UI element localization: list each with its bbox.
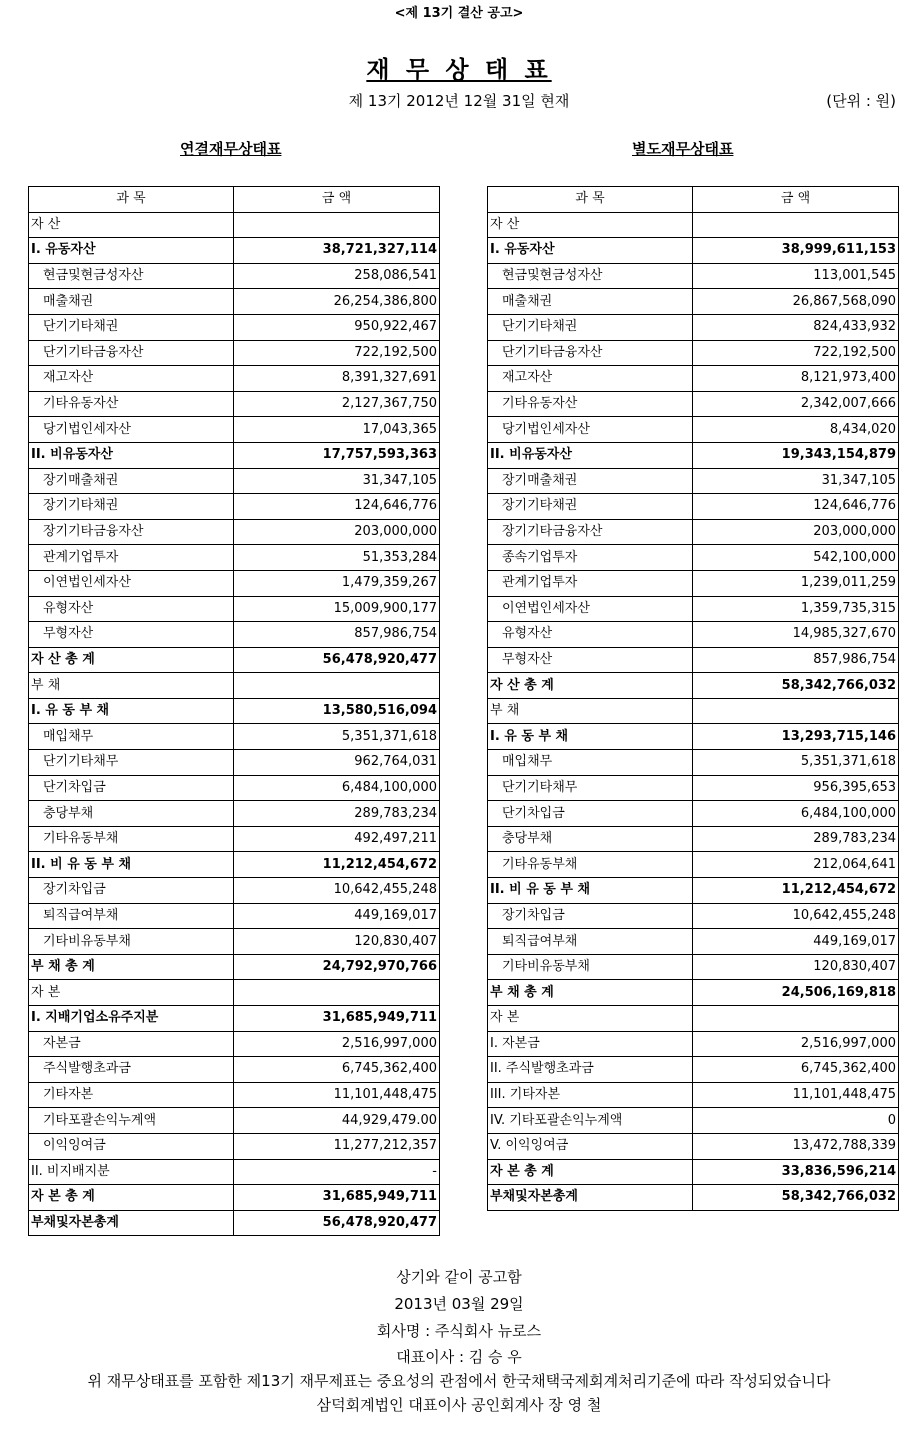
footer-announcement: 상기와 같이 공고함 — [396, 1268, 522, 1286]
account-label: 유형자산 — [29, 596, 234, 622]
separate-balance-table — [487, 186, 899, 1211]
amount-value: 13,580,516,094 — [234, 698, 440, 724]
table-row — [29, 1185, 440, 1211]
account-label: 무형자산 — [29, 622, 234, 648]
account-label: I. 유동자산 — [488, 238, 693, 264]
table-row — [488, 494, 899, 520]
consolidated-title: 연결재무상태표 — [180, 140, 282, 158]
table-row — [488, 750, 899, 776]
account-label: 관계기업투자 — [488, 570, 693, 596]
account-label: 장기매출채권 — [488, 468, 693, 494]
account-label: II. 비 유 동 부 채 — [488, 878, 693, 904]
account-label: 장기차입금 — [29, 878, 234, 904]
table-row — [29, 1210, 440, 1236]
account-label: 단기기타채무 — [29, 750, 234, 776]
table-row — [488, 878, 899, 904]
table-row — [488, 852, 899, 878]
table-row — [488, 519, 899, 545]
column-header-account: 과 목 — [488, 187, 693, 213]
amount-value: 124,646,776 — [693, 494, 899, 520]
amount-value: 0 — [693, 1108, 899, 1134]
account-label: 관계기업투자 — [29, 545, 234, 571]
account-label: 이연법인세자산 — [488, 596, 693, 622]
amount-value: 857,986,754 — [693, 647, 899, 673]
footer-date: 2013년 03월 29일 — [394, 1295, 524, 1313]
amount-value: 14,985,327,670 — [693, 622, 899, 648]
account-label: 기타자본 — [29, 1082, 234, 1108]
table-row — [29, 750, 440, 776]
account-label: 기타포괄손익누계액 — [29, 1108, 234, 1134]
table-row — [488, 1159, 899, 1185]
account-label: 자 산 총 계 — [29, 647, 234, 673]
account-label: 종속기업투자 — [488, 545, 693, 571]
amount-value — [693, 212, 899, 238]
table-row — [488, 801, 899, 827]
table-row — [488, 698, 899, 724]
table-header — [488, 187, 899, 213]
report-date: 제 13기 2012년 12월 31일 현재 — [348, 92, 570, 110]
document-title: 재 무 상 태 표 — [366, 56, 552, 84]
amount-value: 26,867,568,090 — [693, 289, 899, 315]
account-label: 매출채권 — [29, 289, 234, 315]
account-label: 장기기타금융자산 — [29, 519, 234, 545]
amount-value: 542,100,000 — [693, 545, 899, 571]
amount-value: 289,783,234 — [693, 826, 899, 852]
account-label: II. 비유동자산 — [488, 442, 693, 468]
account-label: 퇴직급여부채 — [488, 929, 693, 955]
amount-value: 120,830,407 — [234, 929, 440, 955]
account-label: 무형자산 — [488, 647, 693, 673]
amount-value: 15,009,900,177 — [234, 596, 440, 622]
table-row — [29, 1057, 440, 1083]
amount-value: 10,642,455,248 — [234, 878, 440, 904]
table-row — [29, 289, 440, 315]
table-row — [29, 622, 440, 648]
account-label: 자 본 총 계 — [29, 1185, 234, 1211]
footer-statement: 위 재무상태표를 포함한 제13기 재무제표는 중요성의 관점에서 한국채택국제회계처리기준에 따라 작성되었습니다 — [87, 1372, 831, 1390]
column-header-account: 과 목 — [29, 187, 234, 213]
table-row — [29, 545, 440, 571]
table-row — [29, 801, 440, 827]
amount-value: 203,000,000 — [693, 519, 899, 545]
amount-value: 722,192,500 — [693, 340, 899, 366]
amount-value: 5,351,371,618 — [693, 750, 899, 776]
amount-value: 56,478,920,477 — [234, 647, 440, 673]
account-label: 퇴직급여부채 — [29, 903, 234, 929]
amount-value: 10,642,455,248 — [693, 903, 899, 929]
table-row — [29, 468, 440, 494]
table-row — [29, 878, 440, 904]
account-label: 매입채무 — [29, 724, 234, 750]
amount-value: 11,212,454,672 — [234, 852, 440, 878]
amount-value: 8,434,020 — [693, 417, 899, 443]
table-row — [488, 1082, 899, 1108]
account-label: 단기기타채권 — [488, 314, 693, 340]
table-row — [488, 903, 899, 929]
account-label: III. 기타자본 — [488, 1082, 693, 1108]
amount-value: 13,472,788,339 — [693, 1133, 899, 1159]
account-label: 매출채권 — [488, 289, 693, 315]
table-row — [488, 826, 899, 852]
amount-value: 24,792,970,766 — [234, 954, 440, 980]
account-label: 기타유동부채 — [488, 852, 693, 878]
account-label: 자 산 총 계 — [488, 673, 693, 699]
account-label: 자 본 — [29, 980, 234, 1006]
table-row — [488, 1006, 899, 1032]
table-row — [488, 1185, 899, 1211]
table-row — [488, 647, 899, 673]
account-label: 단기차입금 — [488, 801, 693, 827]
account-label: 현금및현금성자산 — [29, 263, 234, 289]
amount-value — [234, 673, 440, 699]
account-label: 기타유동자산 — [29, 391, 234, 417]
account-label: II. 주식발행초과금 — [488, 1057, 693, 1083]
table-row — [488, 314, 899, 340]
table-row — [488, 954, 899, 980]
table-row — [29, 238, 440, 264]
table-row — [488, 673, 899, 699]
table-row — [488, 980, 899, 1006]
amount-value: 11,101,448,475 — [693, 1082, 899, 1108]
amount-value: 2,127,367,750 — [234, 391, 440, 417]
account-label: 주식발행초과금 — [29, 1057, 234, 1083]
table-row — [488, 1057, 899, 1083]
footer-ceo: 대표이사 : 김 승 우 — [396, 1348, 522, 1366]
amount-value: 950,922,467 — [234, 314, 440, 340]
amount-value — [693, 698, 899, 724]
account-label: 자 본 총 계 — [488, 1159, 693, 1185]
unit-label: (단위 : 원) — [826, 92, 896, 110]
amount-value: 17,757,593,363 — [234, 442, 440, 468]
account-label: 매입채무 — [488, 750, 693, 776]
amount-value — [693, 1006, 899, 1032]
amount-value: 2,342,007,666 — [693, 391, 899, 417]
account-label: 자본금 — [29, 1031, 234, 1057]
table-row — [488, 545, 899, 571]
amount-value: 8,121,973,400 — [693, 366, 899, 392]
table-row — [29, 519, 440, 545]
account-label: 당기법인세자산 — [488, 417, 693, 443]
amount-value: 11,101,448,475 — [234, 1082, 440, 1108]
account-label: 장기매출채권 — [29, 468, 234, 494]
account-label: I. 유동자산 — [29, 238, 234, 264]
table-row — [488, 1031, 899, 1057]
account-label: 부 채 총 계 — [488, 980, 693, 1006]
account-label: 기타비유동부채 — [29, 929, 234, 955]
account-label: 부 채 — [29, 673, 234, 699]
account-label: I. 유 동 부 채 — [488, 724, 693, 750]
account-label: 단기기타금융자산 — [488, 340, 693, 366]
table-row — [488, 289, 899, 315]
table-row — [488, 929, 899, 955]
amount-value: 19,343,154,879 — [693, 442, 899, 468]
account-label: 자 산 — [29, 212, 234, 238]
table-row — [29, 826, 440, 852]
amount-value: 722,192,500 — [234, 340, 440, 366]
table-row — [488, 212, 899, 238]
amount-value: 5,351,371,618 — [234, 724, 440, 750]
table-row — [29, 980, 440, 1006]
table-row — [29, 1082, 440, 1108]
amount-value: 31,347,105 — [234, 468, 440, 494]
table-row — [29, 929, 440, 955]
amount-value: 1,479,359,267 — [234, 570, 440, 596]
amount-value: 44,929,479.00 — [234, 1108, 440, 1134]
amount-value: 857,986,754 — [234, 622, 440, 648]
table-row — [29, 494, 440, 520]
amount-value: 31,347,105 — [693, 468, 899, 494]
account-label: II. 비유동자산 — [29, 442, 234, 468]
table-row — [29, 391, 440, 417]
column-header-amount: 금 액 — [234, 187, 440, 213]
table-row — [488, 340, 899, 366]
amount-value: 8,391,327,691 — [234, 366, 440, 392]
amount-value: 956,395,653 — [693, 775, 899, 801]
account-label: 기타유동자산 — [488, 391, 693, 417]
amount-value — [234, 212, 440, 238]
amount-value: 58,342,766,032 — [693, 673, 899, 699]
table-row — [29, 724, 440, 750]
amount-value: 6,745,362,400 — [234, 1057, 440, 1083]
account-label: 부 채 총 계 — [29, 954, 234, 980]
amount-value: 31,685,949,711 — [234, 1185, 440, 1211]
amount-value: 962,764,031 — [234, 750, 440, 776]
amount-value: 113,001,545 — [693, 263, 899, 289]
amount-value: 38,999,611,153 — [693, 238, 899, 264]
table-row — [488, 468, 899, 494]
account-label: 충당부채 — [488, 826, 693, 852]
amount-value: 58,342,766,032 — [693, 1185, 899, 1211]
table-row — [488, 391, 899, 417]
amount-value: 31,685,949,711 — [234, 1006, 440, 1032]
amount-value: 6,484,100,000 — [234, 775, 440, 801]
amount-value: 289,783,234 — [234, 801, 440, 827]
account-label: 장기기타채권 — [29, 494, 234, 520]
table-row — [29, 1108, 440, 1134]
table-row — [29, 596, 440, 622]
amount-value: 24,506,169,818 — [693, 980, 899, 1006]
account-label: 장기차입금 — [488, 903, 693, 929]
table-row — [488, 442, 899, 468]
account-label: I. 자본금 — [488, 1031, 693, 1057]
separate-title: 별도재무상태표 — [632, 140, 734, 158]
footer-auditor: 삼덕회계법인 대표이사 공인회계사 장 영 철 — [316, 1396, 602, 1414]
amount-value: 124,646,776 — [234, 494, 440, 520]
amount-value: 51,353,284 — [234, 545, 440, 571]
account-label: 유형자산 — [488, 622, 693, 648]
amount-value: 11,212,454,672 — [693, 878, 899, 904]
table-row — [29, 903, 440, 929]
amount-value: 56,478,920,477 — [234, 1210, 440, 1236]
amount-value: 492,497,211 — [234, 826, 440, 852]
amount-value: 17,043,365 — [234, 417, 440, 443]
account-label: 장기기타금융자산 — [488, 519, 693, 545]
table-row — [488, 724, 899, 750]
amount-value: 33,836,596,214 — [693, 1159, 899, 1185]
amount-value: 11,277,212,357 — [234, 1133, 440, 1159]
table-row — [29, 1031, 440, 1057]
account-label: 이연법인세자산 — [29, 570, 234, 596]
table-row — [488, 622, 899, 648]
account-label: V. 이익잉여금 — [488, 1133, 693, 1159]
account-label: 재고자산 — [29, 366, 234, 392]
table-row — [488, 366, 899, 392]
table-row — [29, 954, 440, 980]
table-row — [29, 417, 440, 443]
notice-header: <제 13기 결산 공고> — [394, 6, 524, 21]
table-row — [29, 775, 440, 801]
amount-value: 13,293,715,146 — [693, 724, 899, 750]
table-row — [488, 263, 899, 289]
account-label: 재고자산 — [488, 366, 693, 392]
amount-value: 26,254,386,800 — [234, 289, 440, 315]
account-label: II. 비 유 동 부 채 — [29, 852, 234, 878]
table-row — [488, 775, 899, 801]
amount-value — [234, 980, 440, 1006]
table-row — [29, 647, 440, 673]
account-label: 부채및자본총계 — [29, 1210, 234, 1236]
table-row — [29, 314, 440, 340]
table-row — [488, 596, 899, 622]
amount-value: 449,169,017 — [234, 903, 440, 929]
table-row — [29, 1159, 440, 1185]
amount-value: 1,359,735,315 — [693, 596, 899, 622]
amount-value: 2,516,997,000 — [693, 1031, 899, 1057]
account-label: 당기법인세자산 — [29, 417, 234, 443]
amount-value: 120,830,407 — [693, 954, 899, 980]
table-row — [488, 1133, 899, 1159]
account-label: 충당부채 — [29, 801, 234, 827]
account-label: 자 본 — [488, 1006, 693, 1032]
amount-value: 1,239,011,259 — [693, 570, 899, 596]
table-row — [29, 570, 440, 596]
account-label: 이익잉여금 — [29, 1133, 234, 1159]
table-row — [488, 417, 899, 443]
account-label: I. 유 동 부 채 — [29, 698, 234, 724]
amount-value: 824,433,932 — [693, 314, 899, 340]
table-row — [29, 442, 440, 468]
table-row — [29, 852, 440, 878]
amount-value: 2,516,997,000 — [234, 1031, 440, 1057]
account-label: 부채및자본총계 — [488, 1185, 693, 1211]
column-header-amount: 금 액 — [693, 187, 899, 213]
table-row — [488, 570, 899, 596]
amount-value: 203,000,000 — [234, 519, 440, 545]
consolidated-balance-table — [28, 186, 440, 1236]
account-label: 단기기타채무 — [488, 775, 693, 801]
account-label: 기타유동부채 — [29, 826, 234, 852]
amount-value: 258,086,541 — [234, 263, 440, 289]
account-label: 현금및현금성자산 — [488, 263, 693, 289]
account-label: I. 지배기업소유주지분 — [29, 1006, 234, 1032]
account-label: 장기기타채권 — [488, 494, 693, 520]
table-row — [29, 698, 440, 724]
table-row — [488, 1108, 899, 1134]
table-row — [29, 673, 440, 699]
amount-value: 38,721,327,114 — [234, 238, 440, 264]
table-row — [488, 238, 899, 264]
account-label: 자 산 — [488, 212, 693, 238]
table-row — [29, 1006, 440, 1032]
footer-company: 회사명 : 주식회사 뉴로스 — [376, 1322, 542, 1340]
account-label: II. 비지배지분 — [29, 1159, 234, 1185]
table-row — [29, 340, 440, 366]
amount-value: 449,169,017 — [693, 929, 899, 955]
amount-value: 6,484,100,000 — [693, 801, 899, 827]
amount-value: 212,064,641 — [693, 852, 899, 878]
amount-value: - — [234, 1159, 440, 1185]
account-label: 단기기타금융자산 — [29, 340, 234, 366]
account-label: 단기차입금 — [29, 775, 234, 801]
amount-value: 6,745,362,400 — [693, 1057, 899, 1083]
table-header — [29, 187, 440, 213]
account-label: IV. 기타포괄손익누계액 — [488, 1108, 693, 1134]
table-row — [29, 263, 440, 289]
table-row — [29, 1133, 440, 1159]
account-label: 기타비유동부채 — [488, 954, 693, 980]
table-row — [29, 366, 440, 392]
table-row — [29, 212, 440, 238]
account-label: 단기기타채권 — [29, 314, 234, 340]
account-label: 부 채 — [488, 698, 693, 724]
